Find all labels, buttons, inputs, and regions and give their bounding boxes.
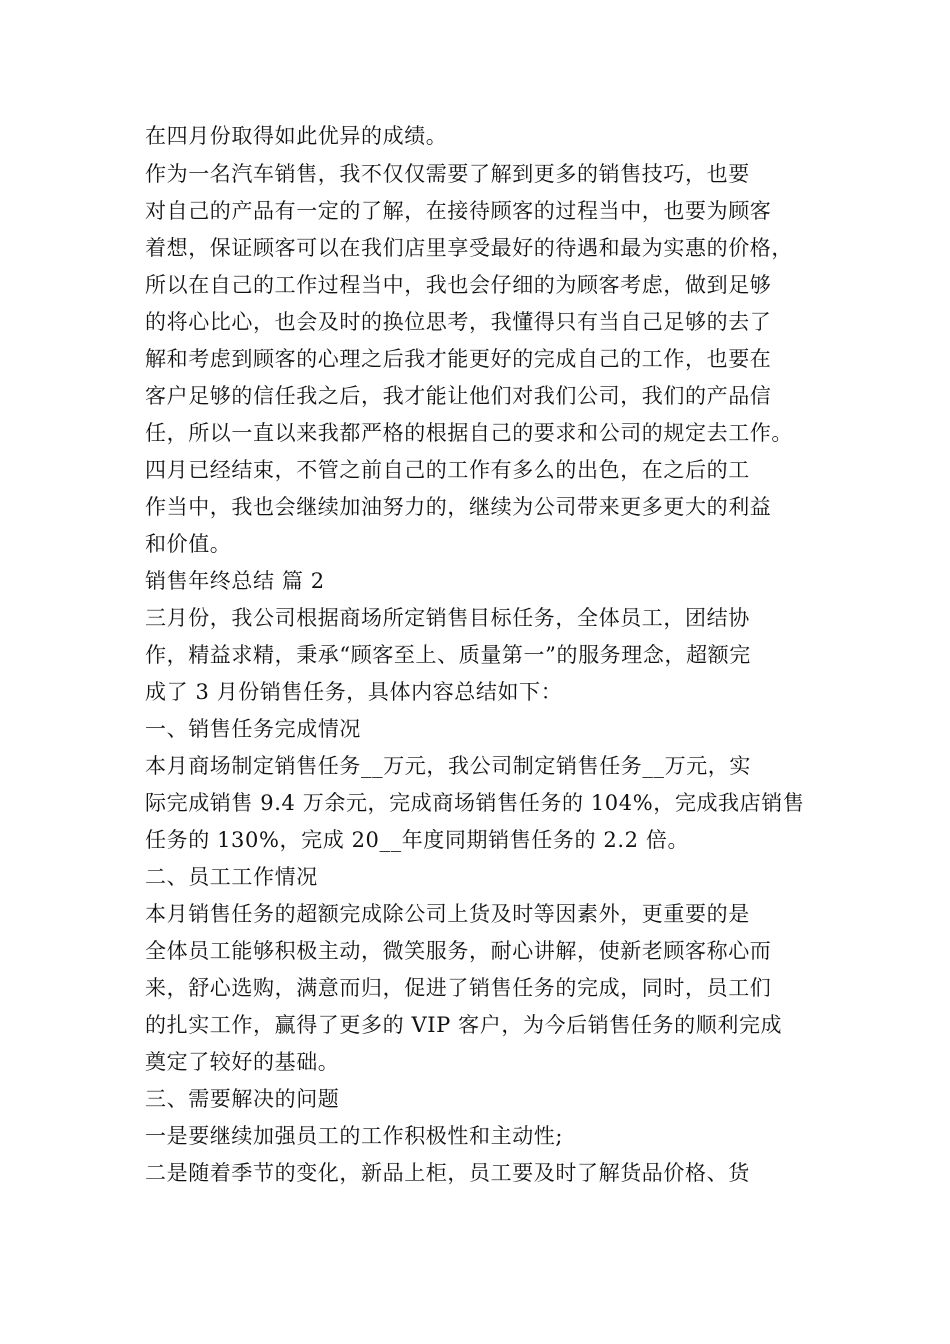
text-line: 任务的 130%，完成 20__年度同期销售任务的 2.2 倍。 (145, 828, 690, 852)
section-heading: 销售年终总结 篇 2 (145, 569, 325, 593)
text-line: 一是要继续加强员工的工作积极性和主动性; (145, 1124, 564, 1148)
text-line: 作为一名汽车销售，我不仅仅需要了解到更多的销售技巧，也要 (145, 162, 750, 186)
text-line: 着想，保证顾客可以在我们店里享受最好的待遇和最为实惠的价格， (145, 236, 793, 260)
text-line: 本月商场制定销售任务__万元，我公司制定销售任务__万元，实 (145, 754, 751, 778)
text-line: 全体员工能够积极主动，微笑服务，耐心讲解，使新老顾客称心而 (145, 939, 772, 963)
text-line: 三月份，我公司根据商场所定销售目标任务，全体员工，团结协 (145, 606, 750, 630)
text-line: 奠定了较好的基础。 (145, 1050, 340, 1074)
text-line: 作当中，我也会继续加油努力的，继续为公司带来更多更大的利益 (145, 495, 772, 519)
section-heading: 三、需要解决的问题 (145, 1087, 340, 1111)
section-heading: 一、销售任务完成情况 (145, 717, 361, 741)
text-line: 对自己的产品有一定的了解，在接待顾客的过程当中，也要为顾客 (145, 199, 772, 223)
text-line: 客户足够的信任我之后，我才能让他们对我们公司，我们的产品信 (145, 384, 772, 408)
text-line: 和价值。 (145, 532, 232, 556)
text-line: 的将心比心，也会及时的换位思考，我懂得只有当自己足够的去了 (145, 310, 772, 334)
text-line: 在四月份取得如此优异的成绩。 (145, 124, 448, 148)
text-line: 来，舒心选购，满意而归，促进了销售任务的完成，同时，员工们 (145, 976, 772, 1000)
text-line: 的扎实工作，赢得了更多的 VIP 客户，为今后销售任务的顺利完成 (145, 1013, 783, 1037)
text-line: 解和考虑到顾客的心理之后我才能更好的完成自己的工作，也要在 (145, 347, 772, 371)
text-line: 本月销售任务的超额完成除公司上货及时等因素外，更重要的是 (145, 902, 750, 926)
text-line: 所以在自己的工作过程当中，我也会仔细的为顾客考虑，做到足够 (145, 273, 772, 297)
text-line: 成了 3 月份销售任务，具体内容总结如下： (145, 680, 563, 704)
section-heading: 二、员工工作情况 (145, 865, 318, 889)
text-line: 作，精益求精，秉承“顾客至上、质量第一”的服务理念，超额完 (145, 643, 751, 667)
text-line: 二是随着季节的变化，新品上柜，员工要及时了解货品价格、货 (145, 1161, 750, 1185)
text-line: 际完成销售 9.4 万余元，完成商场销售任务的 104%，完成我店销售 (145, 791, 805, 815)
text-line: 任，所以一直以来我都严格的根据自己的要求和公司的规定去工作。 (145, 421, 793, 445)
text-line: 四月已经结束，不管之前自己的工作有多么的出色，在之后的工 (145, 458, 750, 482)
